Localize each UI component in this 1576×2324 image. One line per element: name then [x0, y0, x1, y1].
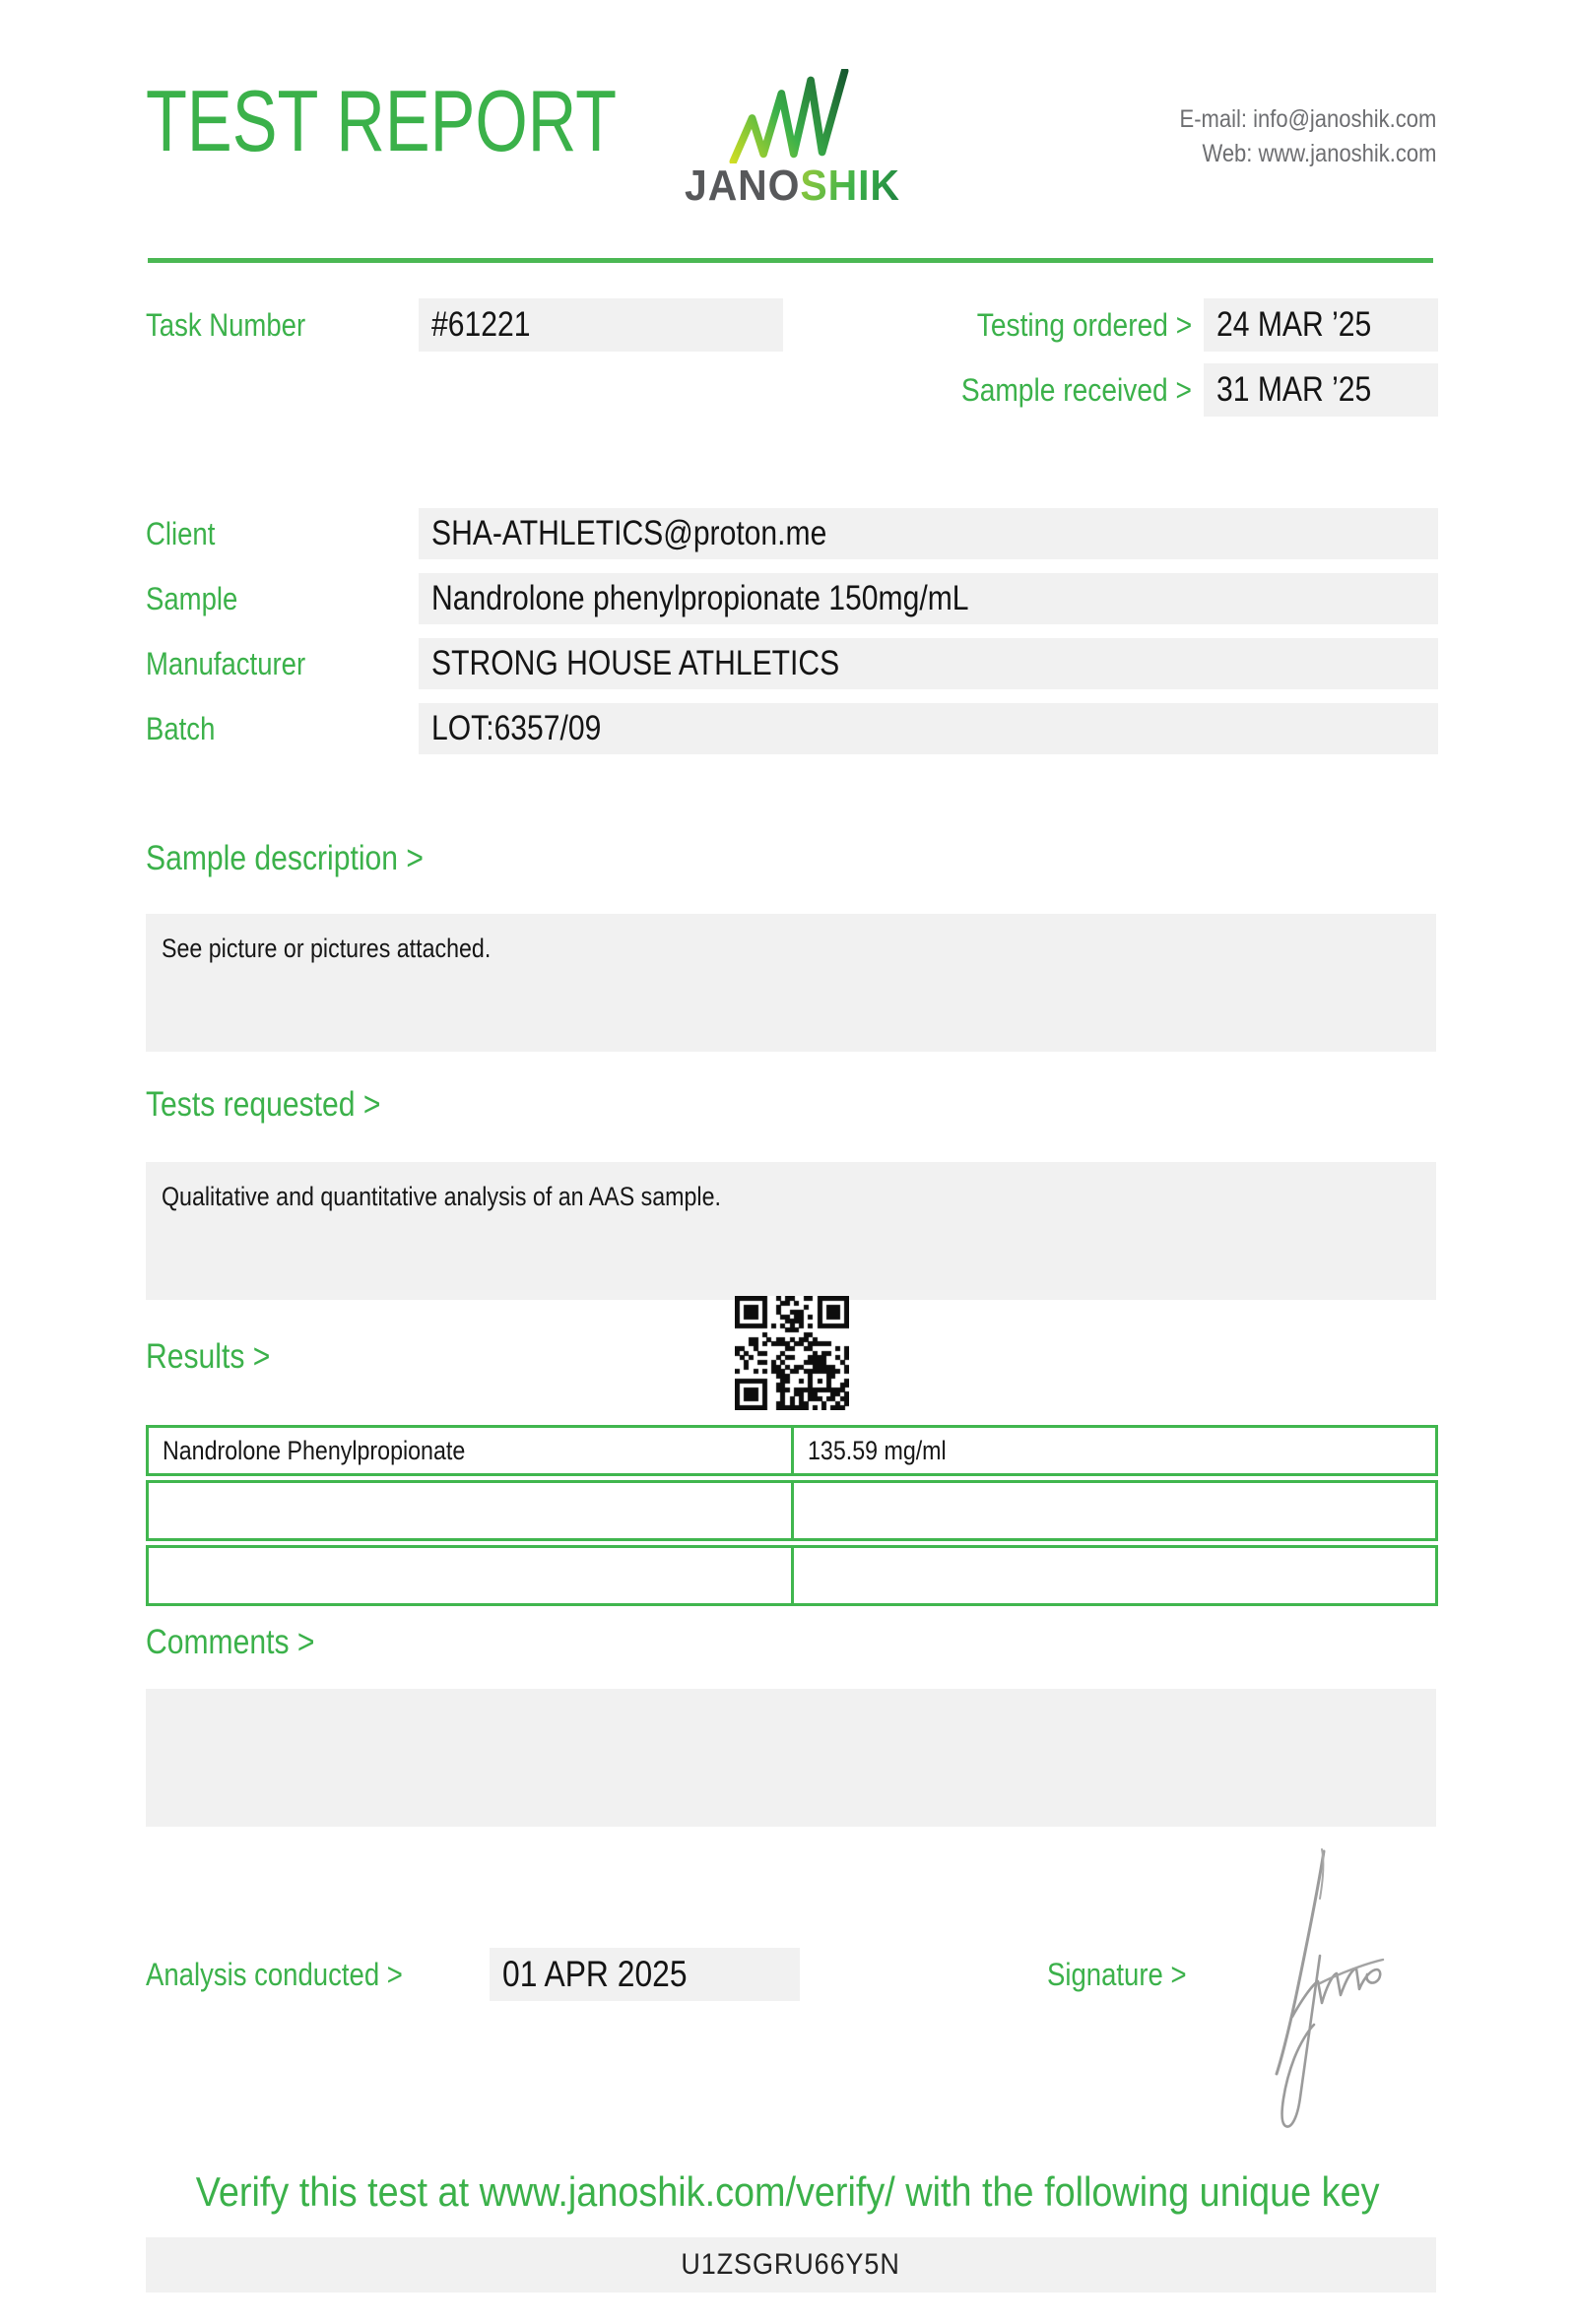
contact-block — [1145, 102, 1436, 171]
logo-text-shik: SHIK — [800, 161, 900, 210]
results-heading: Results > — [146, 1337, 271, 1376]
manufacturer-value: STRONG HOUSE ATHLETICS — [419, 638, 1438, 689]
testing-ordered-label: Testing ordered > — [976, 307, 1192, 343]
comments-heading: Comments > — [146, 1623, 315, 1661]
email-line: E-mail: info@janoshik.com — [1179, 105, 1436, 133]
batch-value: LOT:6357/09 — [419, 703, 1438, 754]
signature-scribble — [1263, 1830, 1425, 2140]
results-table — [146, 1425, 1438, 1610]
result-value-cell: 135.59 mg/ml — [808, 1435, 947, 1465]
table-row — [146, 1545, 1438, 1606]
result-value-cell — [794, 1483, 1435, 1538]
qr-code — [735, 1296, 849, 1410]
table-row — [146, 1425, 1438, 1476]
comments-box — [146, 1689, 1436, 1827]
logo-wordmark — [685, 161, 923, 211]
table-row — [146, 1480, 1438, 1541]
task-number-value: #61221 — [419, 298, 783, 352]
header-divider — [148, 258, 1433, 263]
batch-label: Batch — [146, 711, 216, 746]
unique-key-box: U1ZSGRU66Y5N — [146, 2237, 1436, 2292]
web-line: Web: www.janoshik.com — [1201, 140, 1436, 167]
sample-received-date: 31 MAR ’25 — [1204, 363, 1438, 417]
page-title: TEST REPORT — [146, 72, 618, 169]
manufacturer-label: Manufacturer — [146, 646, 306, 681]
sample-received-label: Sample received > — [960, 372, 1192, 408]
testing-ordered-date: 24 MAR ’25 — [1204, 298, 1438, 352]
signature-label: Signature > — [1047, 1957, 1187, 1992]
tests-requested-heading: Tests requested > — [146, 1085, 381, 1124]
analysis-conducted-date: 01 APR 2025 — [490, 1948, 800, 2001]
analysis-conducted-label: Analysis conducted > — [146, 1957, 403, 1992]
tests-requested-box: Qualitative and quantitative analysis of an AAS sample. — [146, 1162, 1436, 1300]
result-analyte-cell — [149, 1483, 794, 1538]
result-value-cell — [794, 1548, 1435, 1603]
result-analyte-cell — [149, 1548, 794, 1603]
result-analyte-cell: Nandrolone Phenylpropionate — [149, 1428, 794, 1473]
logo-chart-icon — [726, 69, 852, 163]
verify-instruction: Verify this test at www.janoshik.com/verify/ with the following unique key — [196, 2168, 1380, 2215]
client-label: Client — [146, 516, 216, 551]
sample-label: Sample — [146, 581, 238, 616]
sample-description-box: See picture or pictures attached. — [146, 914, 1436, 1052]
task-number-label: Task Number — [146, 307, 306, 343]
sample-description-heading: Sample description > — [146, 839, 424, 877]
logo-text-jano: JANO — [685, 161, 801, 210]
sample-value: Nandrolone phenylpropionate 150mg/mL — [419, 573, 1438, 624]
client-value: SHA-ATHLETICS@proton.me — [419, 508, 1438, 559]
